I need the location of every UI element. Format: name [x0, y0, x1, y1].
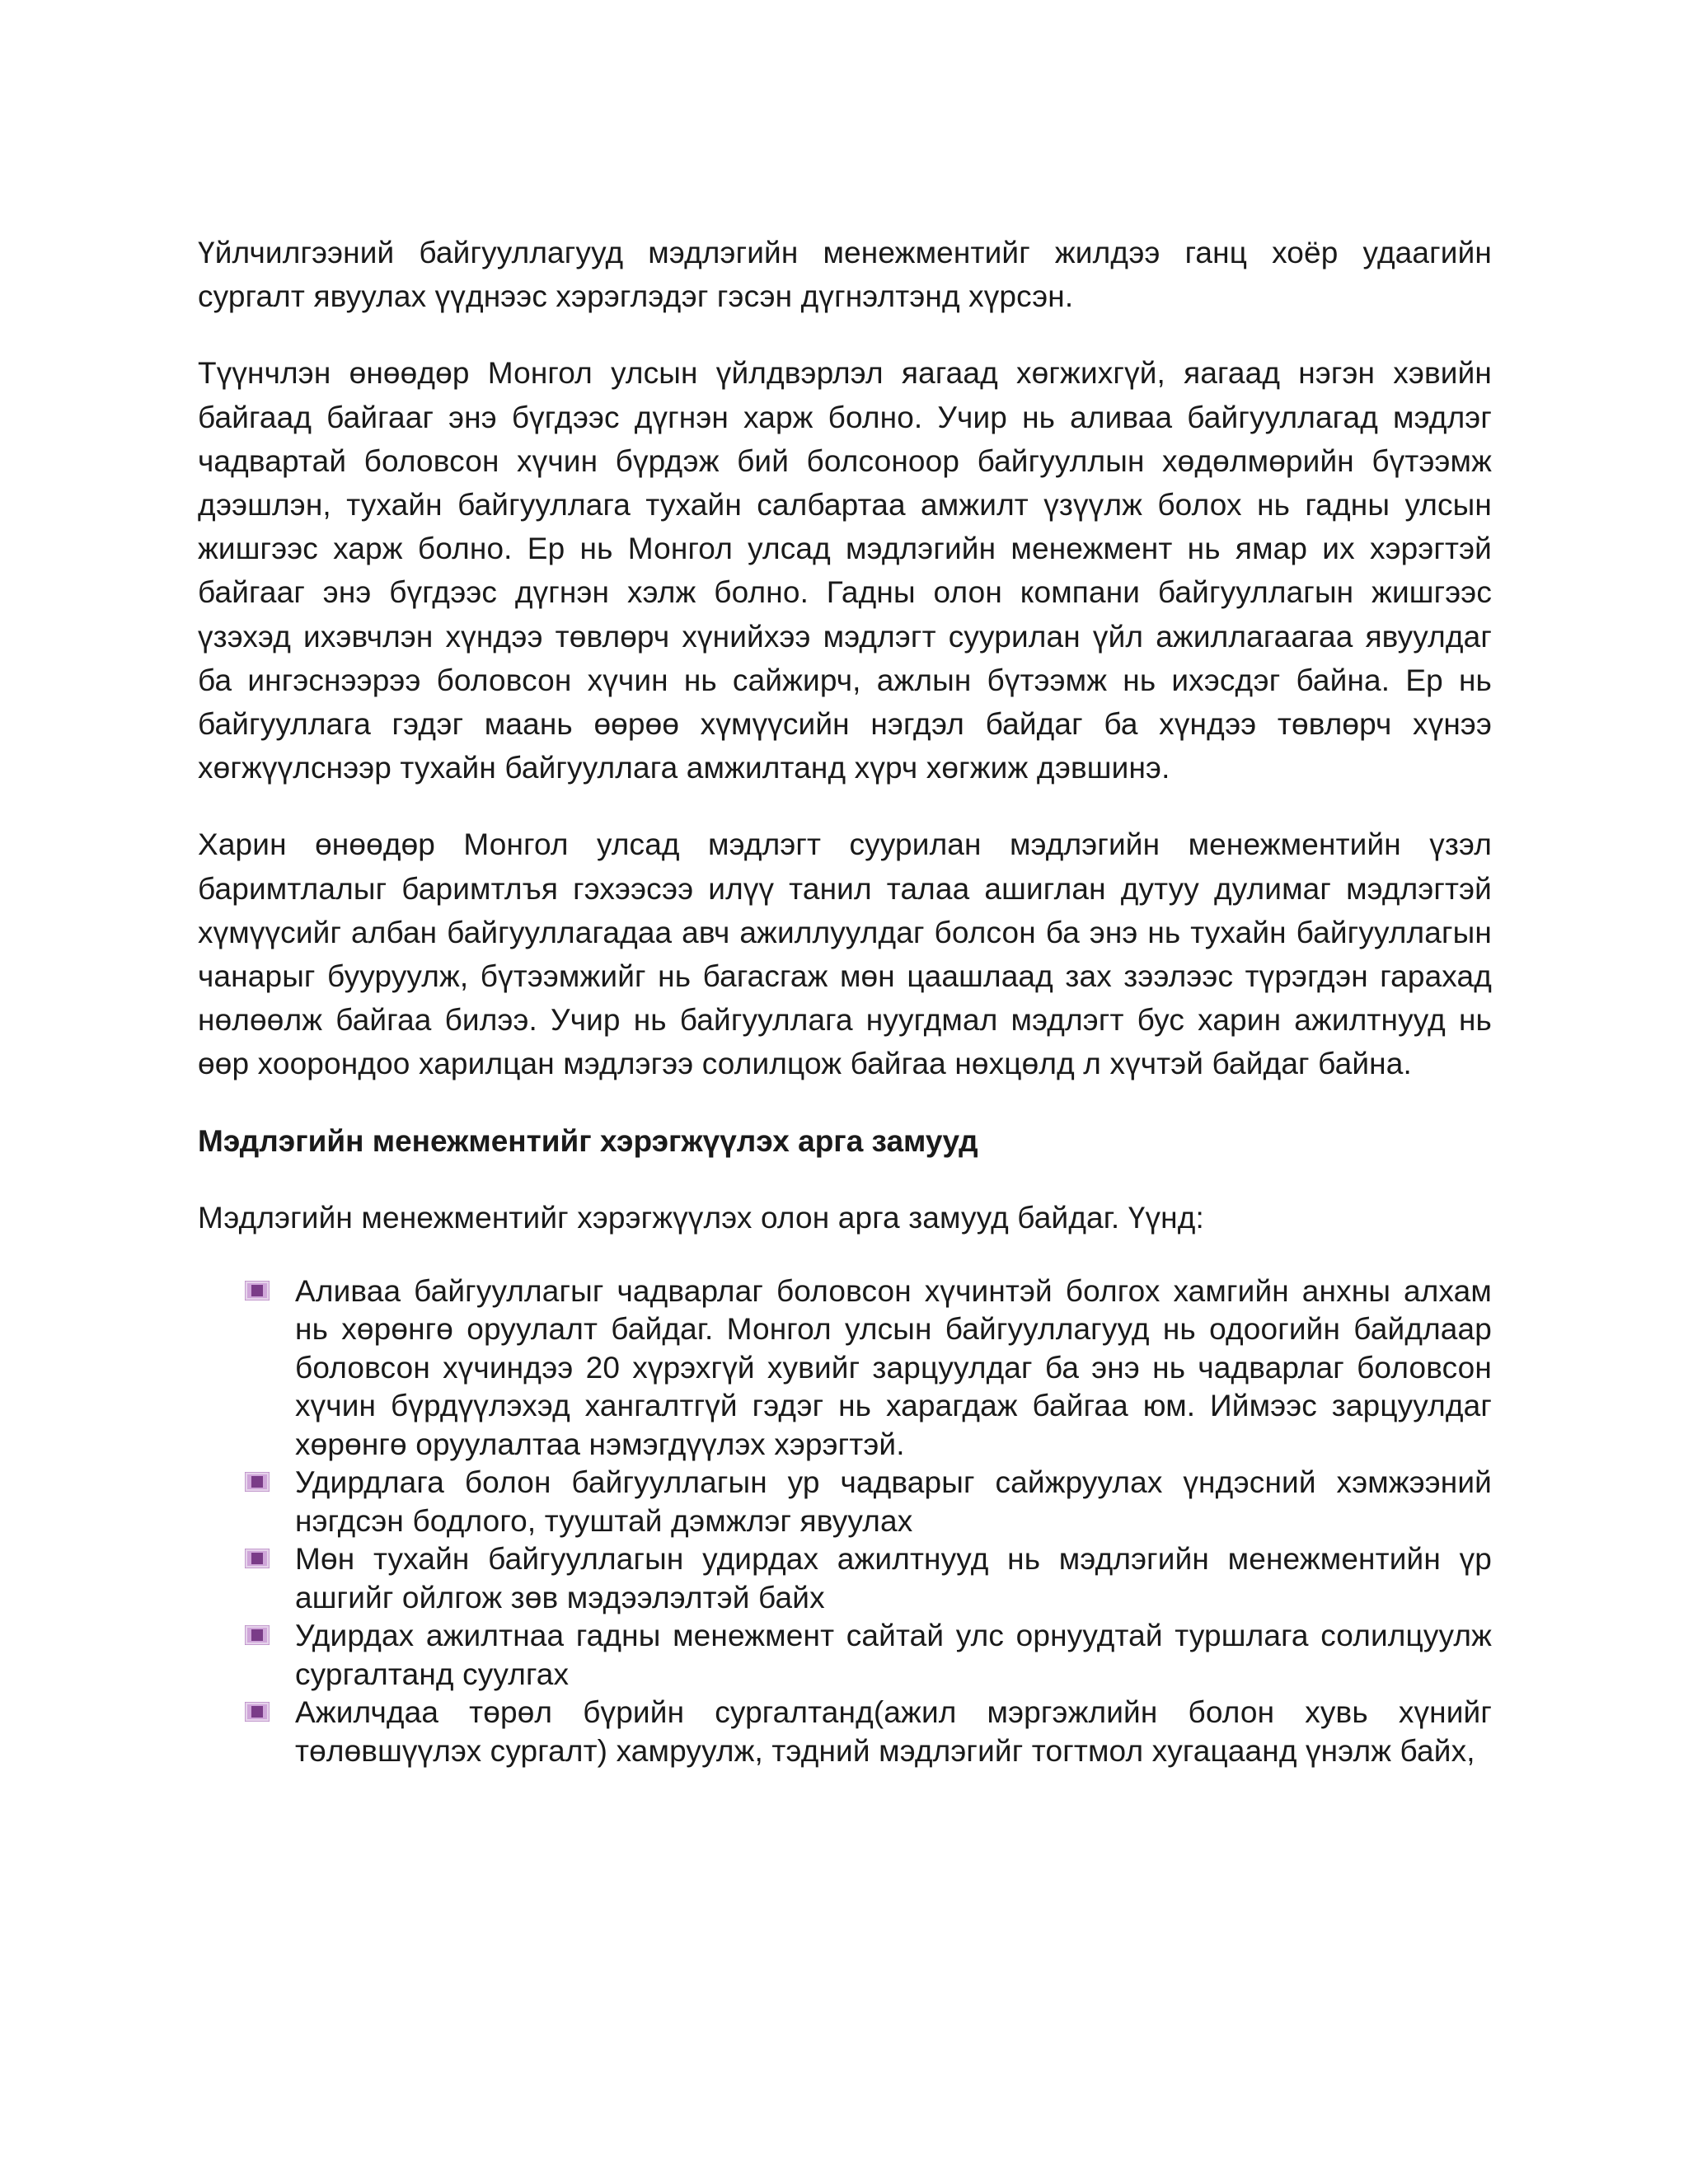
bullet-text: Мөн тухайн байгууллагын удирдах ажилтнууд нь мэдлэгийн менежментийн үр ашгийг ойлгож зөв мэдээлэлтэй байх	[295, 1542, 1492, 1615]
purple-square-bullet-icon	[245, 1549, 270, 1568]
bullet-text: Удирдлага болон байгууллагын ур чадварыг сайжруулах үндэсний хэмжээний нэгдсэн бодлого, тууштай дэмжлэг явуулах	[295, 1465, 1492, 1538]
intro-paragraph: Мэдлэгийн менежментийг хэрэгжүүлэх олон арга замууд байдаг. Үүнд:	[198, 1200, 1204, 1235]
document-page	[198, 231, 1492, 1770]
paragraph-2: Түүнчлэн өнөөдөр Монгол улсын үйлдвэрлэл яагаад хөгжихгүй, яагаад нэгэн хэвийн байгаад байгааг энэ бүгдээс дүгнэн харж болно. Учир нь аливаа байгууллагад мэдлэг чадвартай боловсон хүчин бүрдэж бий болсоноор байгууллын хөдөлмөрийн бүтээмж дээшлэн, тухайн байгууллага тухайн салбартаа амжилт үзүүлж болох нь гадны улсын жишгээс харж болно. Ер нь Монгол улсад мэдлэгийн менежмент нь ямар их хэрэгтэй байгааг энэ бүгдээс дүгнэн хэлж болно. Гадны олон компани байгууллагын жишгээс үзэхэд ихэвчлэн хүндээ төвлөрч хүнийхээ мэдлэгт суурилан үйл ажиллагаагаа явуулдаг ба ингэснээрээ боловсон хүчин нь сайжирч, ажлын бүтээмж нь ихэсдэг байна. Ер нь байгууллага гэдэг маань өөрөө хүмүүсийн нэгдэл байдаг ба хүндээ төвлөрч хүнээ хөгжүүлснээр тухайн байгууллага амжилтанд хүрч хөгжиж дэвшинэ.	[198, 356, 1492, 785]
list-item	[198, 1272, 1492, 1465]
purple-square-bullet-icon	[245, 1281, 270, 1301]
bullet-list	[198, 1272, 1492, 1771]
bullet-text: Удирдах ажилтнаа гадны менежмент сайтай улс орнуудтай туршлага солилцуулж сургалтанд суулгах	[295, 1619, 1492, 1691]
purple-square-bullet-icon	[245, 1625, 270, 1645]
paragraph-3: Харин өнөөдөр Монгол улсад мэдлэгт суурилан мэдлэгийн менежментийн үзэл баримтлалыг баримтлъя гэхээсээ илүү танил талаа ашиглан дутуу дулимаг мэдлэгтэй хүмүүсийг албан байгууллагадаа авч ажиллуулдаг болсон ба энэ нь тухайн байгууллагын чанарыг бууруулж, бүтээмжийг нь багасгаж мөн цаашлаад зах зээлээс түрэгдэн гарахад нөлөөлж байгаа билээ. Учир нь байгууллага нуугдмал мэдлэгт бус харин ажилтнууд нь өөр хоорондоо харилцан мэдлэгээ солилцож байгаа нөхцөлд л хүчтэй байдаг байна.	[198, 827, 1492, 1081]
section-heading: Мэдлэгийн менежментийг хэрэгжүүлэх арга замууд	[198, 1123, 978, 1158]
purple-square-bullet-icon	[245, 1702, 270, 1722]
list-item	[198, 1694, 1492, 1770]
list-item	[198, 1540, 1492, 1617]
list-item	[198, 1464, 1492, 1540]
bullet-text: Аливаа байгууллагыг чадварлаг боловсон хүчинтэй болгох хамгийн анхны алхам нь хөрөнгө оруулалт байдаг. Монгол улсын байгууллагууд нь одоогийн байдлаар боловсон хүчиндээ 20 хүрэхгүй хувийг зарцуулдаг ба энэ нь чадварлаг боловсон хүчин бүрдүүлэхэд хангалтгүй гэдэг нь харагдаж байгаа юм. Иймээс зарцуулдаг хөрөнгө оруулалтаа нэмэгдүүлэх хэрэгтэй.	[295, 1273, 1492, 1461]
bullet-text: Ажилчдаа төрөл бүрийн сургалтанд(ажил мэргэжлийн болон хувь хүнийг төлөвшүүлэх сургалт) хамруулж, тэдний мэдлэгийг тогтмол хугацаанд үнэлж байх,	[295, 1695, 1492, 1768]
paragraph-1: Үйлчилгээний байгууллагууд мэдлэгийн менежментийг жилдээ ганц хоёр удаагийн сургалт явуулах үүднээс хэрэглэдэг гэсэн дүгнэлтэнд хүрсэн.	[198, 236, 1492, 314]
purple-square-bullet-icon	[245, 1472, 270, 1492]
list-item	[198, 1617, 1492, 1694]
